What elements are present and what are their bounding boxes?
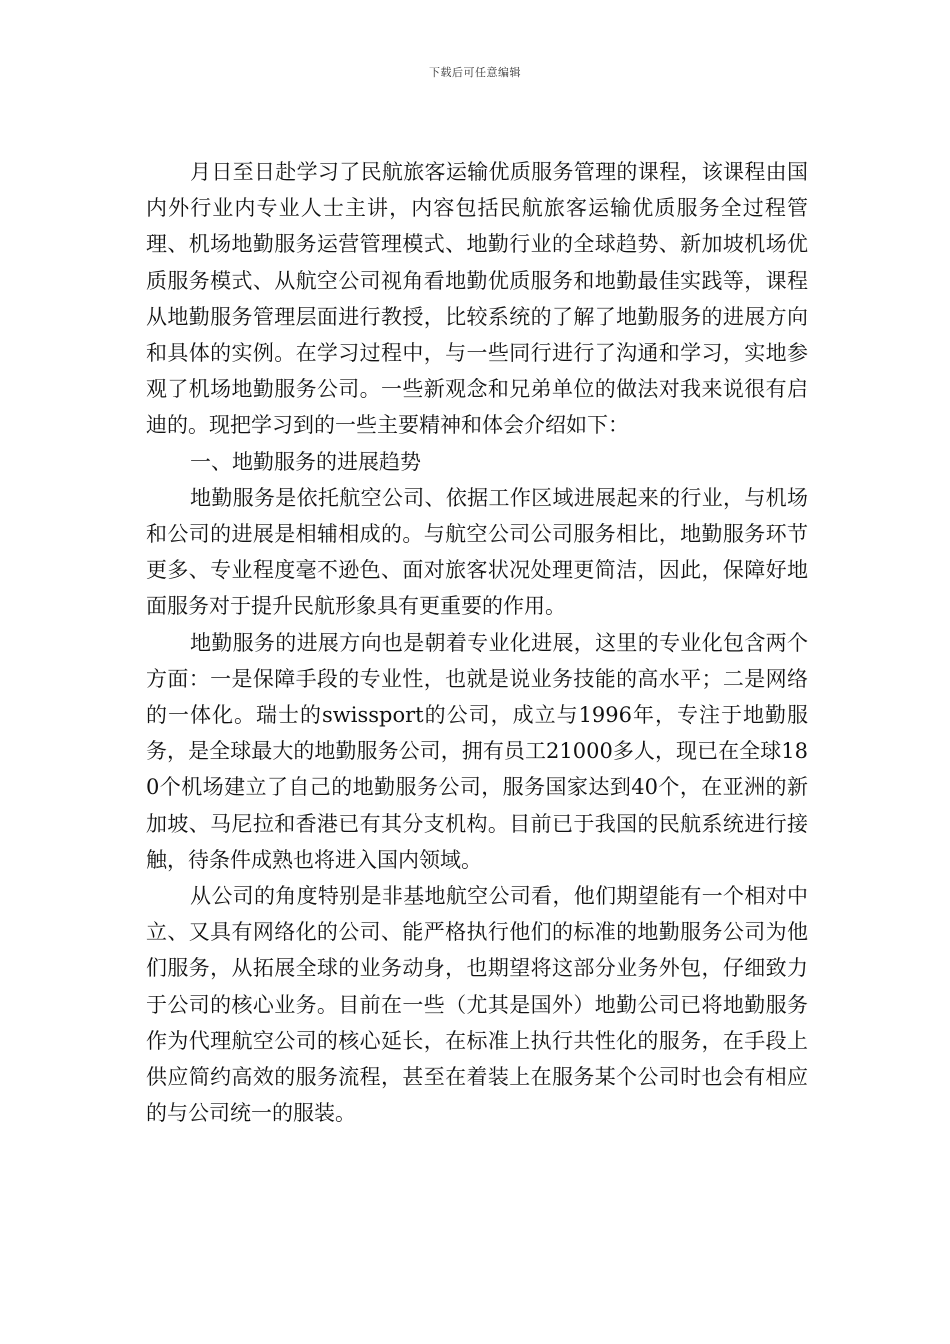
- paragraph-specialization: 地勤服务的进展方向也是朝着专业化进展，这里的专业化包含两个方面：一是保障手段的专业性，也就是说业务技能的高水平；二是网络的一体化。瑞士的swissport的公司，成立与1996年，专注于地勤服务，是全球最大的地勤服务公司，拥有员工21000多人，现已在全球180个机场建立了自己的地勤服务公司，服务国家达到40个，在亚洲的新加坡、马尼拉和香港已有其分支机构。目前已于我国的民航系统进行接触，待条件成熟也将进入国内领域。: [146, 630, 808, 872]
- paragraph-airline-perspective: 从公司的角度特别是非基地航空公司看，他们期望能有一个相对中立、又具有网络化的公司、能严格执行他们的标准的地勤服务公司为他们服务，从拓展全球的业务动身，也期望将这部分业务外包，仔细致力于公司的核心业务。目前在一些（尤其是国外）地勤公司已将地勤服务作为代理航空公司的核心延长，在标准上执行共性化的服务，在手段上供应简约高效的服务流程，甚至在着装上在服务某个公司时也会有相应的与公司统一的服装。: [146, 884, 808, 1126]
- section-heading: 一、地勤服务的进展趋势: [190, 449, 421, 474]
- paragraph-ground-service: 地勤服务是依托航空公司、依据工作区域进展起来的行业，与机场和公司的进展是相辅相成的。与航空公司公司服务相比，地勤服务环节更多、专业程度毫不逊色、面对旅客状况处理更简洁，因此，保障好地面服务对于提升民航形象具有更重要的作用。: [146, 485, 808, 619]
- page-header: 下载后可任意编辑: [429, 66, 521, 79]
- paragraph-intro: 月日至日赴学习了民航旅客运输优质服务管理的课程，该课程由国内外行业内专业人士主讲，内容包括民航旅客运输优质服务全过程管理、机场地勤服务运营管理模式、地勤行业的全球趋势、新加坡机场优质服务模式、从航空公司视角看地勤优质服务和地勤最佳实践等，课程从地勤服务管理层面进行教授，比较系统的了解了地勤服务的进展方向和具体的实例。在学习过程中，与一些同行进行了沟通和学习，实地参观了机场地勤服务公司。一些新观念和兄弟单位的做法对我来说很有启迪的。现把学习到的一些主要精神和体会介绍如下：: [146, 160, 808, 438]
- document-body: [146, 154, 808, 1131]
